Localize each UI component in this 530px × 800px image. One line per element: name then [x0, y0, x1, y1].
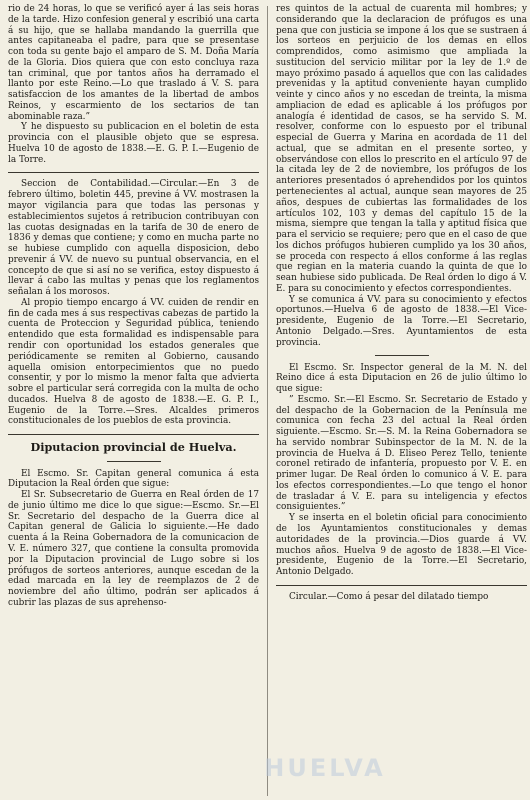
paragraph-circular-start: Circular.—Como á pesar del dilatado tiempo	[289, 591, 489, 602]
paragraph-publication-notice: Y he dispuesto su publicacion en el boletin de esta provincia con el plausible objeto que se espresa. Huelva 10 de agosto de 1838.—E. G. P. I.—Eugenio de la Torre.	[8, 122, 259, 165]
paragraph-continuation: res quintos de la actual de cuarenta mil hombres; y considerando que la declaracion de prófugos es una pena que con justicia se impone á los que se sustraen á los sorteos en perjuicio de los demas en ellos comprendidos, como asimismo que ampliada la sustitucion del servicio militar por la ley de 1.º de mayo próximo pasado á aquellos que con las calidades prevenidas y la aptitud conveniente hayan cumplido veinte y cinco años y no escedan de treinta, la misma ampliacion de edad es aplicable á los prófugos por analogía é identidad de casos, se ha servido S. M. resolver, conforme con lo espuesto por el tribunal especial de Guerra y Marina en acordada de 11 del actual, que se admitan en el presente sorteo, y observándose con ellos lo prescrito en el artículo 97 de la citada ley de 2 de noviembre, los prófugos de los anteriores presentados ó aprehendidos por los quintos pertenecientes al actual, aunque sean mayores de 25 años, despues de cubiertas las formalidades de los artículos 102, 103 y demas del capítulo 15 de la misma, siempre que tengan la talla y aptitud física que para el servicio se requiere; pero que en el caso de que los dichos prófugos hubieren cumplido ya los 30 años, se proceda con respecto á ellos conforme á las reglas que regian en la materia cuando la quinta de que lo sean hubiese sido publicada. De Real órden lo digo á V. E. para su conocimiento y efectos correspondientes.	[276, 4, 527, 294]
paragraph-insertion: Y se inserta en el boletin oficial para conocimiento de los Ayuntamientos constitucionales y demas autoridades de la provincia.—Dios guarde á VV. muchos años. Huelva 9 de agosto de 1838.—El Vice-presidente, Eugenio de la Torre.—El Secretario, Antonio Delgado.	[276, 513, 527, 578]
paragraph-contabilidad-circular: Seccion de Contabilidad.—Circular.—En 3 de febrero último, boletin 445, previne á VV. mostrasen la mayor vigilancia para que todas las personas y establecimientos sujetos á retribucion contribuyan con las cuotas designadas en la tarifa de 30 de enero de 1836 y demas que contiene; y como en mucha parte no se hubiese cumplido con aquella disposicion, debo prevenir á VV. de nuevo su puntual observancia, en el concepto de que si así no se verifica, estoy dispuesto á llevar á cabo las multas y penas que los reglamentos señalan á los morosos.	[8, 179, 259, 298]
heading-rule	[107, 461, 161, 462]
left-column	[8, 4, 259, 609]
paragraph-inspector-general: El Escmo. Sr. Inspector general de la M. N. del Reino dice á esta Diputacion en 26 de julio último lo que sigue:	[276, 362, 527, 395]
right-column	[276, 4, 527, 603]
section-heading: Diputacion provincial de Huelva.	[30, 440, 237, 455]
paragraph-subsecretario-guerra: El Sr. Subsecretario de Guerra en Real órden de 17 de junio último me dice lo que sigue:—Escmo. Sr.—El Sr. Secretario del despacho de la Guerra dice al Capitan general de Galicia lo siguiente.—He dado cuenta á la Reina Gobernadora de la comunicacion de V. E. número 327, que contiene la consulta promovida por la Diputacion provincial de Lugo sobre si los prófugos de sorteos anteriores, aunque escedan de la edad marcada en la ley de reemplazos de 2 de noviembre del año último, podrán ser aplicados á cubrir las plazas de sus aprehenso-	[8, 490, 259, 608]
section-divider	[8, 172, 259, 173]
paragraph-monthly-accounts: Al propio tiempo encargo á VV. cuiden de rendir en fin de cada mes á sus respectivas cabezas de partido la cuenta de Proteccion y Seguridad pública, teniendo entendido que esta formalidad es indispensable para rendir con oportunidad los estados generales que periódicamente se remiten al Gobierno, causando aquella omision entorpecimientos que no puedo consentir, y por lo mismo la menor falta que advierta sobre el particular será corregida con la multa de ocho ducados. Huelva 8 de agosto de 1838.—E. G. P. I., Eugenio de la Torre.—Sres. Alcaldes primeros constitucionales de los pueblos de esta provincia.	[8, 297, 259, 427]
column-divider	[267, 6, 268, 796]
paragraph-royal-order: ” Escmo. Sr.—El Escmo. Sr. Secretario de Estado y del despacho de la Gobernacion de la Península me comunica con fecha 23 del actual la Real órden siguiente.—Escmo. Sr.—S. M. la Reina Gobernadora se ha servido nombrar Subinspector de la M. N. de la provincia de Huelva á D. Eliseo Perez Tello, teniente coronel retirado de infantería, propuesto por V. E. en primer lugar. De Real órden lo comunico á V. E. para los efectos correspondientes.—Lo que tengo el honor de trasladar á V. E. para su inteligencia y efectos consiguientes.”	[276, 394, 527, 513]
section-divider	[8, 434, 259, 435]
paragraph-communication: Y se comunica á VV. para su conocimiento y efectos oportunos.—Huelva 6 de agosto de 1838.—El Vice-presidente, Eugenio de la Torre.—El Secretario, Antonio Delgado.—Sres. Ayuntamientos de esta provincia.	[276, 294, 527, 348]
paragraph-opening: rio de 24 horas, lo que se verificó ayer á las seis horas de la tarde. Hizo confesion general y escribió una carta á su hijo, que se hallaba mandando la guerrilla que antes capitaneaba el padre, para que se presentase con toda su gente bajo el amparo de S. M. Doña María de la Gloria. Dios quiera que con esto concluya raza tan criminal, que por tantos años ha derramado el llanto por este Reino.—Lo que traslado á V. S. para satisfaccion de los amantes de la libertad de ambos Reinos, y escarmiento de los sectarios de tan abominable raza.”	[8, 4, 259, 122]
section-divider	[276, 585, 527, 586]
paragraph-capitan-general: El Escmo. Sr. Capitan general comunica á esta Diputacion la Real órden que sigue:	[8, 468, 259, 490]
archive-watermark: HUELVA	[264, 754, 386, 782]
section-rule	[375, 355, 429, 356]
